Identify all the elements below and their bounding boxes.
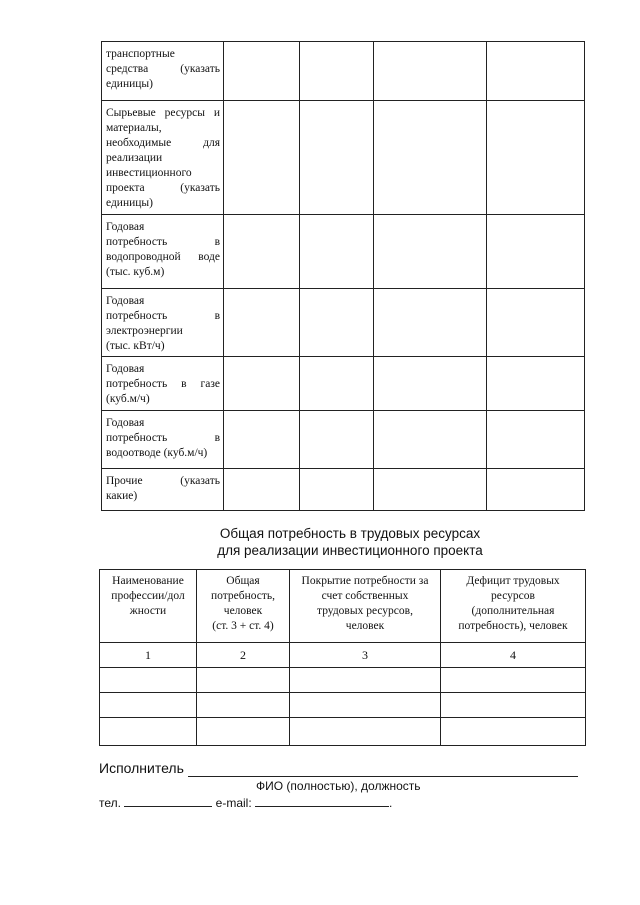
- header-line: потребность), человек: [458, 620, 568, 632]
- resource-label-line: реализации: [106, 152, 163, 164]
- header-line: профессии/дол: [111, 590, 185, 602]
- resource-label-line: единицы): [106, 197, 153, 209]
- resource-label-line: водопроводной воде: [106, 251, 220, 263]
- resource-row: [102, 42, 585, 101]
- resource-value-cell[interactable]: [300, 101, 374, 215]
- resource-value-cell[interactable]: [487, 411, 585, 469]
- header-line: человек: [223, 605, 263, 617]
- resource-label-line: проекта (указать: [106, 182, 220, 194]
- resource-label-line: (куб.м/ч): [106, 393, 150, 405]
- header-line: (дополнительная: [471, 605, 555, 617]
- col-number-4: 4: [441, 643, 586, 668]
- resource-value-cell[interactable]: [224, 42, 300, 101]
- resource-value-cell[interactable]: [487, 469, 585, 511]
- resource-value-cell[interactable]: [224, 411, 300, 469]
- resource-value-cell[interactable]: [300, 289, 374, 357]
- resource-label: [102, 469, 224, 511]
- header-line: ресурсов: [491, 590, 535, 602]
- header-line: Дефицит трудовых: [466, 575, 560, 587]
- labor-table: [99, 569, 586, 746]
- resource-value-cell[interactable]: [374, 411, 487, 469]
- email-label: e-mail:: [215, 796, 252, 810]
- resource-value-cell[interactable]: [224, 357, 300, 411]
- empty-cell: [197, 693, 290, 718]
- labor-empty-row: [100, 668, 586, 693]
- empty-cell: [100, 718, 197, 746]
- resource-value-cell[interactable]: [374, 357, 487, 411]
- header-line: Покрытие потребности за: [301, 575, 429, 587]
- header-line: потребность,: [210, 590, 276, 602]
- resource-value-cell[interactable]: [300, 411, 374, 469]
- resource-label-line: средства (указать: [106, 63, 220, 75]
- resource-value-cell[interactable]: [487, 289, 585, 357]
- header-deficit: [441, 570, 586, 643]
- resource-value-cell[interactable]: [487, 42, 585, 101]
- resource-label: [102, 215, 224, 289]
- header-profession: [100, 570, 197, 643]
- resource-value-cell[interactable]: [374, 42, 487, 101]
- empty-cell: [441, 693, 586, 718]
- resource-label-line: (тыс. кВт/ч): [106, 340, 165, 352]
- resource-label-line: инвестиционного: [106, 167, 192, 179]
- col-number-2: 2: [197, 643, 290, 668]
- resource-label-line: Годовая: [106, 363, 145, 375]
- resource-label-line: электроэнергии: [106, 325, 183, 337]
- contacts-line: тел. e-mail: .: [99, 796, 393, 810]
- executor-caption: ФИО (полностью), должность: [256, 779, 421, 793]
- resource-row: [102, 101, 585, 215]
- resource-row: [102, 469, 585, 511]
- labor-header-row: [100, 570, 586, 643]
- empty-cell: [290, 718, 441, 746]
- resources-table: [101, 41, 585, 511]
- resource-label-line: единицы): [106, 78, 153, 90]
- resource-label-line: Годовая: [106, 417, 145, 429]
- resource-value-cell[interactable]: [300, 215, 374, 289]
- resource-label-line: необходимые для: [106, 137, 220, 149]
- resource-label: [102, 411, 224, 469]
- empty-cell: [197, 718, 290, 746]
- resource-label: [102, 357, 224, 411]
- resource-label-line: Годовая: [106, 221, 145, 233]
- empty-cell: [290, 693, 441, 718]
- resource-label: [102, 42, 224, 101]
- phone-label: тел.: [99, 796, 121, 810]
- resource-value-cell[interactable]: [374, 215, 487, 289]
- resource-value-cell[interactable]: [224, 289, 300, 357]
- header-line: Общая: [226, 575, 260, 587]
- resource-value-cell[interactable]: [374, 469, 487, 511]
- phone-field[interactable]: [124, 795, 212, 807]
- resource-label: [102, 289, 224, 357]
- empty-cell: [100, 668, 197, 693]
- resource-value-cell[interactable]: [300, 469, 374, 511]
- col-number-1: 1: [100, 643, 197, 668]
- resource-value-cell[interactable]: [224, 469, 300, 511]
- resource-label-line: потребность в: [106, 432, 220, 444]
- labor-title-line-2: для реализации инвестиционного проекта: [217, 543, 483, 558]
- labor-section-title: [0, 525, 640, 559]
- executor-label: Исполнитель: [99, 760, 184, 776]
- header-line: жности: [129, 605, 167, 617]
- header-line: человек: [345, 620, 385, 632]
- resource-label-line: Годовая: [106, 295, 145, 307]
- header-line: счет собственных: [321, 590, 409, 602]
- resource-label-line: потребность в газе: [106, 378, 220, 390]
- labor-empty-row: [100, 693, 586, 718]
- resource-label-line: водоотводе (куб.м/ч): [106, 447, 208, 459]
- executor-signature-line[interactable]: [188, 776, 578, 777]
- resource-value-cell[interactable]: [224, 215, 300, 289]
- empty-cell: [441, 718, 586, 746]
- resource-label-line: какие): [106, 490, 138, 502]
- resource-value-cell[interactable]: [487, 357, 585, 411]
- resource-label-line: Прочие (указать: [106, 475, 220, 487]
- resource-label: [102, 101, 224, 215]
- resource-label-line: материалы,: [106, 122, 162, 134]
- resource-label-line: потребность в: [106, 310, 220, 322]
- labor-empty-row: [100, 718, 586, 746]
- empty-cell: [290, 668, 441, 693]
- resource-label-line: (тыс. куб.м): [106, 266, 165, 278]
- resource-value-cell[interactable]: [374, 289, 487, 357]
- resource-value-cell[interactable]: [487, 215, 585, 289]
- header-line: трудовых ресурсов,: [317, 605, 413, 617]
- header-line: (ст. 3 + ст. 4): [212, 620, 274, 632]
- resource-label-line: транспортные: [106, 48, 175, 60]
- resource-value-cell[interactable]: [300, 42, 374, 101]
- empty-cell: [100, 693, 197, 718]
- resource-row: [102, 215, 585, 289]
- resource-value-cell[interactable]: [374, 101, 487, 215]
- resource-value-cell[interactable]: [300, 357, 374, 411]
- resource-row: [102, 357, 585, 411]
- header-line: Наименование: [112, 575, 184, 587]
- resource-value-cell[interactable]: [487, 101, 585, 215]
- empty-cell: [197, 668, 290, 693]
- resource-value-cell[interactable]: [224, 101, 300, 215]
- resource-row: [102, 411, 585, 469]
- empty-cell: [441, 668, 586, 693]
- resource-row: [102, 289, 585, 357]
- labor-title-line-1: Общая потребность в трудовых ресурсах: [219, 526, 481, 541]
- resource-label-line: потребность в: [106, 236, 220, 248]
- header-total-need: [197, 570, 290, 643]
- col-number-3: 3: [290, 643, 441, 668]
- resource-label-line: Сырьевые ресурсы и: [106, 107, 220, 119]
- header-own-coverage: [290, 570, 441, 643]
- email-field[interactable]: [255, 795, 389, 807]
- labor-number-row: [100, 643, 586, 668]
